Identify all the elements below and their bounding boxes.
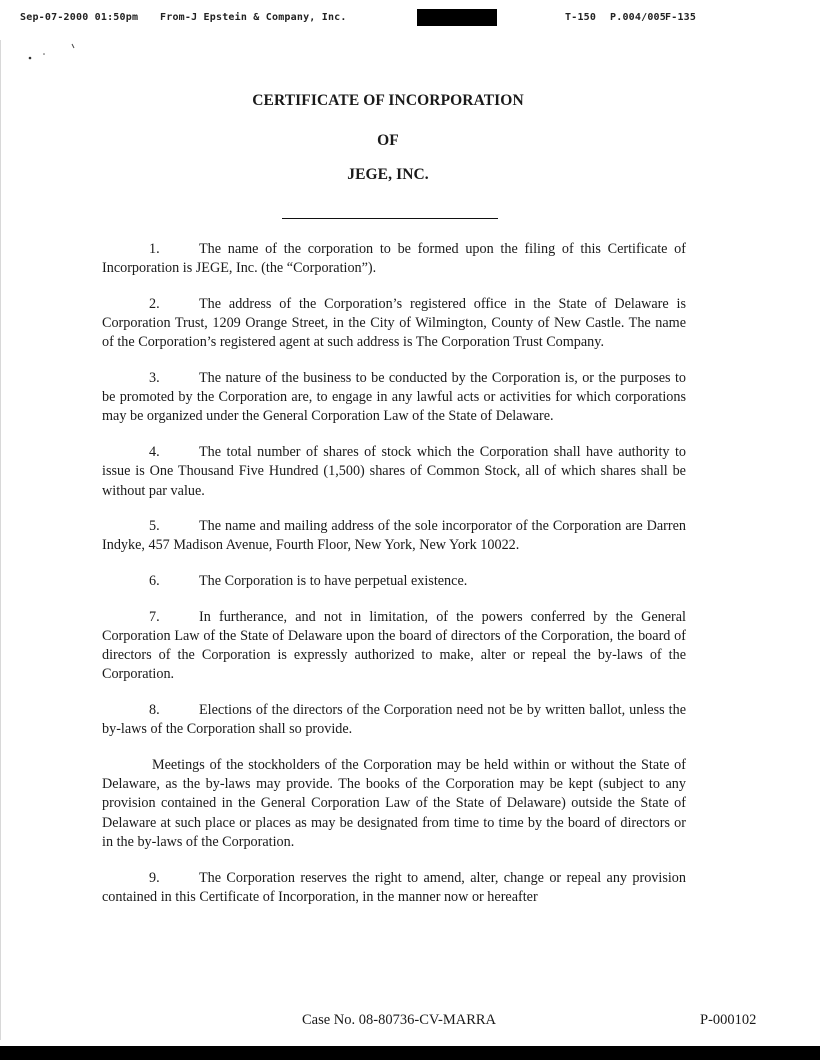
paragraph-text: The total number of shares of stock which the Corporation shall have authority to issue is One Thousand Five Hundred (1,500) shares of Common Stock, all of which shares shall be without par value. xyxy=(102,444,686,499)
paragraph-9 xyxy=(102,869,686,907)
paragraph-6 xyxy=(102,572,686,591)
paragraph-2 xyxy=(102,295,686,353)
paragraph-8-continued xyxy=(102,756,686,852)
paragraph-text: Elections of the directors of the Corporation need not be by written ballot, unless the by-laws of the Corporation shall so provide. xyxy=(102,702,686,738)
title-line-of: OF xyxy=(377,132,399,149)
paragraph-number: 7. xyxy=(149,608,160,625)
paragraph-number: 1. xyxy=(149,241,160,257)
document-body xyxy=(102,240,686,923)
title-line-company: JEGE, INC. xyxy=(347,166,429,183)
paragraph-number: 2. xyxy=(149,295,160,312)
scan-edge xyxy=(0,40,1,1040)
paragraph-number: 5. xyxy=(149,518,160,535)
paragraph-4 xyxy=(102,443,686,501)
paragraph-number: 4. xyxy=(149,444,160,461)
redaction-box xyxy=(417,9,497,26)
paragraph-number: 3. xyxy=(149,370,160,387)
paragraph-number: 9. xyxy=(149,869,160,886)
fax-date-time: Sep-07-2000 01:50pm xyxy=(20,12,139,23)
paragraph-3 xyxy=(102,369,686,427)
title-divider xyxy=(282,218,498,219)
paragraph-text: The nature of the business to be conducted by the Corporation is, or the purposes to be promoted by the Corporation are, to engage in any lawful acts or activities for which corporations may be organized under the General Corporation Law of the State of Delaware. xyxy=(102,370,686,425)
fax-form-number: F-135 xyxy=(665,12,697,23)
fax-sender: From-J Epstein & Company, Inc. xyxy=(160,12,347,23)
paragraph-text: Meetings of the stockholders of the Corporation may be held within or without the State of Delaware, as the by-laws may provide. The books of the Corporation may be kept (subject to any provision contained in the General Corporation Law of the State of Delaware) outside the State of Delaware at such place or places as may be designated from time to time by the board of directors or in the by-laws of the Corporation. xyxy=(102,757,686,850)
paragraph-text: The name of the corporation to be formed upon the filing of this Certificate of Incorporation is JEGE, Inc. (the “Corporation”). xyxy=(102,241,686,277)
paragraph-text: The Corporation reserves the right to amend, alter, change or repeal any provision contained in this Certificate of Incorporation, in the manner now or hereafter xyxy=(102,869,686,905)
paragraph-text: The name and mailing address of the sole incorporator of the Corporation are Darren Indyke, 457 Madison Avenue, Fourth Floor, New York, New York 10022. xyxy=(102,518,686,554)
paragraph-text: The address of the Corporation’s registered office in the State of Delaware is Corporation Trust, 1209 Orange Street, in the City of Wilmington, County of New Castle. The name of the Corporation’s registered agent at such address is The Corporation Trust Company. xyxy=(102,295,686,351)
fax-page-number: P.004/005 xyxy=(610,12,666,23)
paragraph-text: The Corporation is to have perpetual existence. xyxy=(199,573,468,590)
fax-transmission-id: T-150 xyxy=(565,12,597,23)
paragraph-5 xyxy=(102,517,686,555)
paragraph-1 xyxy=(102,240,686,278)
paragraph-number: 6. xyxy=(149,573,160,590)
scan-specks xyxy=(28,42,88,66)
title-line-certificate: CERTIFICATE OF INCORPORATION xyxy=(252,92,524,109)
scan-bottom-border xyxy=(0,1046,820,1060)
bates-number: P-000102 xyxy=(700,1012,757,1028)
paragraph-number: 8. xyxy=(149,702,160,719)
paragraph-8 xyxy=(102,701,686,739)
paragraph-text: In furtherance, and not in limitation, of the powers conferred by the General Corporation Law of the State of Delaware upon the board of directors of the Corporation, the board of directors of the Corporation is expressly authorized to make, alter or repeal the by-laws of the Corporation. xyxy=(102,608,686,683)
fax-header xyxy=(20,9,720,27)
case-number: Case No. 08-80736-CV-MARRA xyxy=(302,1012,497,1028)
paragraph-7 xyxy=(102,608,686,685)
